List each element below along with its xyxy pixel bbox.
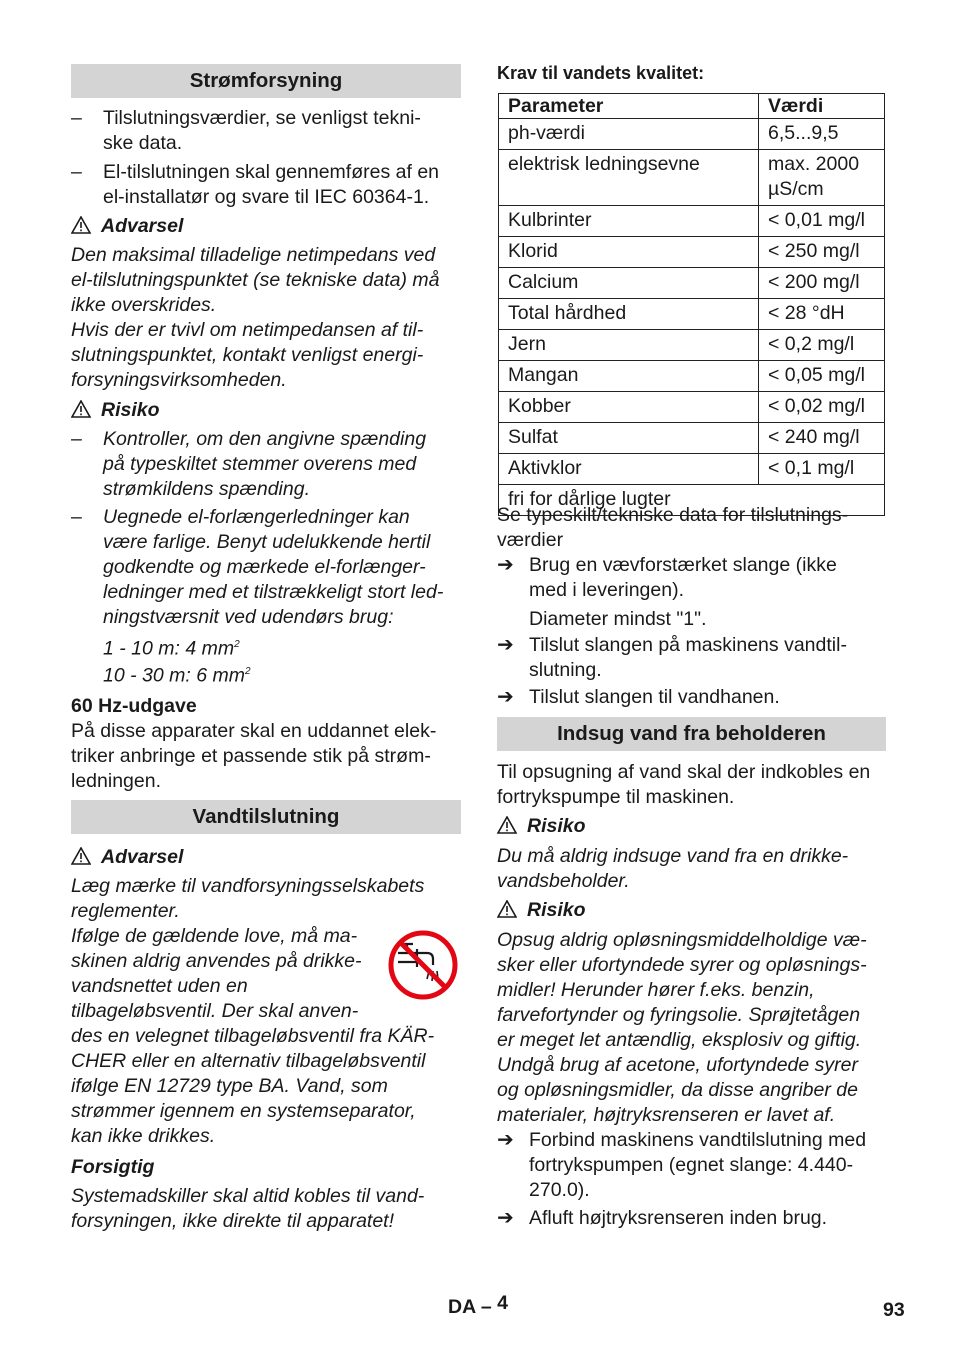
- table-row: [499, 330, 885, 361]
- list-item: Tilslutningsværdier, se venligst tekni- ske data.: [103, 107, 421, 154]
- risk-text: Opsug aldrig opløsningsmiddelholdige væ- sker eller ufortyndede syrer og opløsnings- midler! Herunder hører f.eks. benzin, farvefortynder og fyringsolie. Sprøjtetågen er meget let antændlig, eksplosiv og giftig. Undgå brug af acetone, ufortyndede syrer og opløsningsmidler, da disse angriber de materialer, højtryksrenseren er lavet af.: [497, 929, 867, 1126]
- arrow-right-icon: ➔: [497, 1129, 514, 1151]
- table-row: [499, 423, 885, 454]
- table-cell: fri for dårlige lugter: [499, 485, 885, 516]
- quality-heading: Krav til vandets kvalitet:: [497, 63, 705, 83]
- step-item: Tilslut slangen på maskinens vandtil- slutning.: [529, 634, 847, 681]
- warning-triangle-icon: [71, 216, 91, 234]
- warning-triangle-icon: [497, 900, 517, 918]
- table-cell: Sulfat: [499, 423, 759, 454]
- caution-heading: Forsigtig: [71, 1156, 155, 1178]
- section-heading-suction: Indsug vand fra beholderen: [497, 717, 886, 751]
- table-row: [499, 206, 885, 237]
- table-cell: < 0,05 mg/l: [759, 361, 885, 392]
- table-cell: < 0,02 mg/l: [759, 392, 885, 423]
- table-cell: < 0,1 mg/l: [759, 454, 885, 485]
- table-header-cell: Parameter: [499, 94, 759, 119]
- table-cell: max. 2000 µS/cm: [759, 150, 885, 206]
- list-bullet: –: [71, 107, 82, 129]
- table-header-cell: Værdi: [759, 94, 885, 119]
- table-row: [499, 237, 885, 268]
- step-item: Afluft højtryksrenseren inden brug.: [529, 1207, 828, 1229]
- cable-spec-1: 1 - 10 m: 4 $mm^2$: [103, 637, 240, 660]
- table-cell: < 250 mg/l: [759, 237, 885, 268]
- table-row: [499, 392, 885, 423]
- suction-text: Til opsugning af vand skal der indkobles en fortrykspumpe til maskinen.: [497, 761, 871, 808]
- warning-triangle-icon: [71, 400, 91, 418]
- table-cell: Mangan: [499, 361, 759, 392]
- step-item: Brug en vævforstærket slange (ikke med i leveringen). Diameter mindst "1".: [529, 554, 837, 630]
- warning-heading: Advarsel: [71, 214, 183, 239]
- page-number: 93: [883, 1299, 905, 1321]
- arrow-right-icon: ➔: [497, 1207, 514, 1229]
- risk-heading: Risiko: [71, 398, 160, 423]
- water-warning-text: Læg mærke til vandforsyningsselskabets reglementer. Ifølge de gældende love, må ma- skinen aldrig anvendes på drikke- vandsnettet uden en tilbageløbsventil. Der skal anven- des en velegnet tilbageløbsventil fra KÄR- CHER eller en alternativ tilbageløbsventil ifølge EN 12729 type BA. Vand, som strømmer igennem en systemseparator, kan ikke drikkes.: [71, 875, 435, 1147]
- arrow-right-icon: ➔: [497, 634, 514, 656]
- table-cell: < 240 mg/l: [759, 423, 885, 454]
- table-cell: ph-værdi: [499, 119, 759, 150]
- list-bullet: –: [71, 506, 82, 528]
- risk-heading: Risiko: [497, 814, 586, 839]
- table-cell: Kulbrinter: [499, 206, 759, 237]
- risk-heading: Risiko: [497, 898, 586, 923]
- hz-text: På disse apparater skal en uddannet elek- triker anbringe et passende stik på strøm- ledningen.: [71, 720, 437, 792]
- caution-text: Systemadskiller skal altid kobles til vand- forsyningen, ikke direkte til apparatet!: [71, 1185, 425, 1232]
- table-cell: < 200 mg/l: [759, 268, 885, 299]
- table-row: [499, 119, 885, 150]
- table-cell: < 28 °dH: [759, 299, 885, 330]
- arrow-right-icon: ➔: [497, 554, 514, 576]
- table-cell: Aktivklor: [499, 454, 759, 485]
- section-heading-power: Strømforsyning: [71, 64, 461, 98]
- step-item: Tilslut slangen til vandhanen.: [529, 686, 780, 708]
- warning-text: Den maksimal tilladelige netimpedans ved el-tilslutningspunktet (se tekniske data) må ikke overskrides. Hvis der er tvivl om netimpedansen af til- slutningspunktet, kontakt venligst energi- forsyningsvirksomheden.: [71, 244, 440, 391]
- warning-triangle-icon: [71, 847, 91, 865]
- water-quality-table: [498, 93, 885, 516]
- no-drinking-water-icon: [387, 929, 459, 1001]
- cable-spec-2: 10 - 30 m: 6 $mm^2$: [103, 664, 251, 687]
- table-cell: elektrisk ledningsevne: [499, 150, 759, 206]
- table-cell: Jern: [499, 330, 759, 361]
- table-row: [499, 454, 885, 485]
- list-bullet: –: [71, 161, 82, 183]
- table-row: [499, 150, 885, 206]
- section-heading-water: Vandtilslutning: [71, 800, 461, 834]
- table-cell: Klorid: [499, 237, 759, 268]
- table-row: [499, 361, 885, 392]
- list-item: El-tilslutningen skal gennemføres af en el-installatør og svare til IEC 60364-1.: [103, 161, 440, 208]
- table-cell: < 0,01 mg/l: [759, 206, 885, 237]
- typeplate-text: Se typeskilt/tekniske data for tilslutnings- værdier: [497, 504, 849, 551]
- risk-text: Du må aldrig indsuge vand fra en drikke- vandsbeholder.: [497, 845, 849, 892]
- table-cell: Calcium: [499, 268, 759, 299]
- table-cell: < 0,2 mg/l: [759, 330, 885, 361]
- list-item: Uegnede el-forlængerledninger kan være farlige. Benyt udelukkende hertil godkendte og mærkede el-forlænger- ledninger med et tilstrækkeligt stort led- ningstværsnit ved udendørs brug:: [103, 506, 444, 628]
- list-bullet: –: [71, 428, 82, 450]
- arrow-right-icon: ➔: [497, 686, 514, 708]
- table-cell: Kobber: [499, 392, 759, 423]
- table-row: [499, 268, 885, 299]
- table-cell: Total hårdhed: [499, 299, 759, 330]
- list-item: Kontroller, om den angivne spænding på typeskiltet stemmer overens med strømkildens spænding.: [103, 428, 427, 500]
- hz-heading: 60 Hz-udgave: [71, 695, 197, 717]
- step-item: Forbind maskinens vandtilslutning med fortrykspumpen (egnet slange: 4.440- 270.0).: [529, 1129, 867, 1201]
- table-cell: 6,5...9,5: [759, 119, 885, 150]
- footer-section-label: DA – 4: [448, 1292, 509, 1318]
- warning-triangle-icon: [497, 816, 517, 834]
- table-header-row: [499, 94, 885, 119]
- water-warning-heading: Advarsel: [71, 845, 183, 870]
- table-row: [499, 299, 885, 330]
